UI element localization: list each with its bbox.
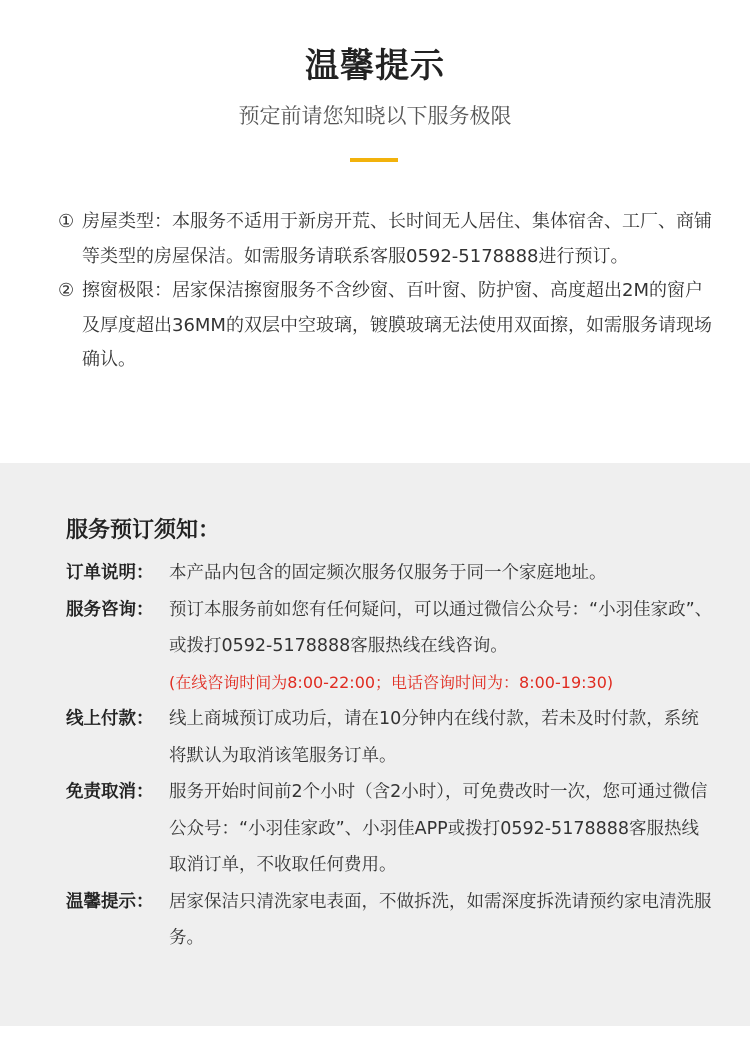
term-order-description — [66, 555, 716, 592]
circled-one-marker: ① — [58, 211, 75, 232]
footer-spacer — [0, 1026, 750, 1060]
term-text: 服务开始时间前2个小时（含2小时），可免费改时一次，您可通过微信公众号：“小羽佳家政”、小羽佳APP或拨打0592-5178888客服热线取消订单，不收取任何费用。 — [169, 782, 708, 875]
term-text: 预订本服务前如您有任何疑问，可以通过微信公众号：“小羽佳家政”、或拨打0592-5178888客服热线在线咨询。 — [169, 599, 713, 656]
term-label: 服务咨询： — [66, 599, 154, 620]
term-online-payment — [66, 701, 716, 774]
service-limit-text: 房屋类型：本服务不适用于新房开荒、长时间无人居住、集体宿舍、工厂、商铺等类型的房屋保洁。如需服务请联系客服0592-5178888进行预订。 — [82, 211, 712, 267]
booking-notice-title: 服务预订须知： — [66, 518, 221, 543]
title-accent-bar — [350, 158, 398, 162]
service-limit-item — [58, 274, 718, 378]
consultation-hours-note: (在线咨询时间为8:00-22:00；电话咨询时间为：8:00-19:30) — [169, 672, 614, 692]
notice-section — [0, 0, 750, 463]
service-limit-text: 擦窗极限：居家保洁擦窗服务不含纱窗、百叶窗、防护窗、高度超出2M的窗户及厚度超出36MM的双层中空玻璃，镀膜玻璃无法使用双面擦，如需服务请现场确认。 — [82, 280, 712, 370]
term-text: 线上商城预订成功后，请在10分钟内在线付款，若未及时付款，系统将默认为取消该笔服务订单。 — [169, 709, 699, 766]
term-label: 免责取消： — [66, 782, 154, 802]
term-label: 线上付款： — [66, 709, 154, 729]
term-free-cancellation — [66, 774, 716, 884]
term-warm-tip — [66, 884, 716, 957]
term-label: 温馨提示： — [66, 891, 154, 912]
service-limit-item — [58, 205, 718, 274]
term-label: 订单说明： — [66, 563, 154, 583]
term-text: 居家保洁只清洗家电表面，不做拆洗，如需深度拆洗请预约家电清洗服务。 — [169, 891, 712, 948]
page-subtitle: 预定前请您知晓以下服务极限 — [238, 104, 512, 128]
booking-notice-section — [0, 463, 750, 1026]
booking-terms-list — [66, 555, 716, 957]
circled-two-marker: ② — [58, 280, 75, 301]
page-title: 温馨提示 — [305, 46, 445, 86]
term-text: 本产品内包含的固定频次服务仅服务于同一个家庭地址。 — [169, 563, 607, 583]
term-service-consultation — [66, 592, 716, 702]
service-limit-list — [58, 205, 718, 378]
